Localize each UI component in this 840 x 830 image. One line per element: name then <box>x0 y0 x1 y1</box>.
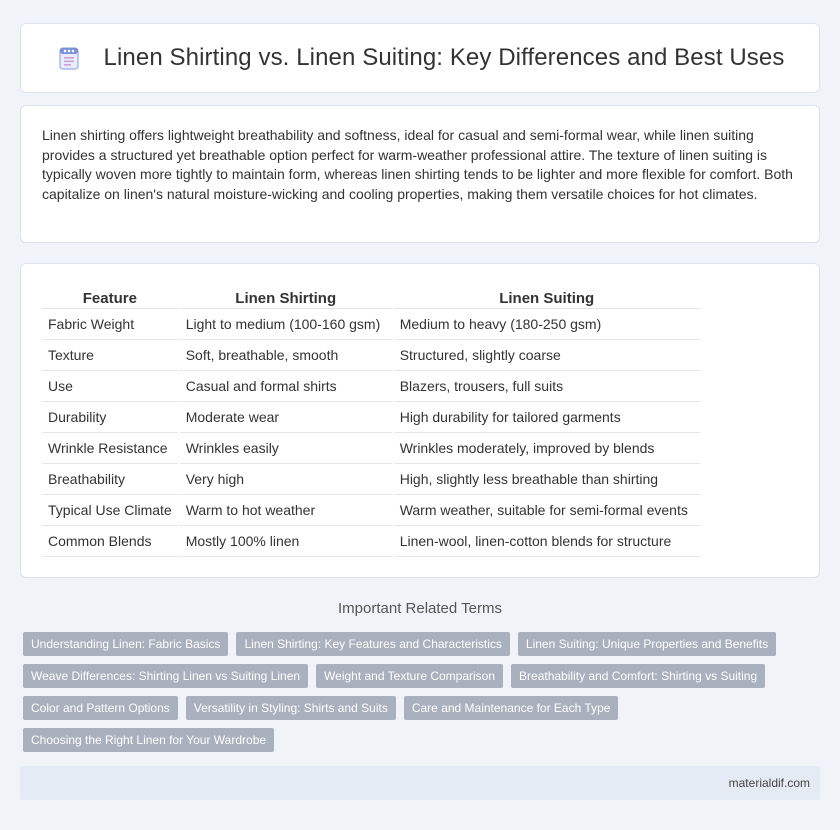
related-term-tag[interactable]: Versatility in Styling: Shirts and Suits <box>186 696 396 720</box>
shirting-cell: Light to medium (100-160 gsm) <box>180 309 392 340</box>
title-wrap <box>56 44 785 72</box>
shirting-cell: Mostly 100% linen <box>180 526 392 557</box>
header-linen-suiting: Linen Suiting <box>394 287 700 309</box>
table-row <box>42 464 700 495</box>
feature-cell: Common Blends <box>42 526 178 557</box>
related-term-tag[interactable]: Understanding Linen: Fabric Basics <box>23 632 228 656</box>
header-card <box>20 23 820 93</box>
related-term-tag[interactable]: Color and Pattern Options <box>23 696 178 720</box>
intro-paragraph: Linen shirting offers lightweight breathability and softness, ideal for casual and semi-formal wear, while linen suiting provides a structured yet breathable option perfect for warm-weather professional attire. The texture of linen suiting is typically woven more tightly to maintain form, whereas linen shirting tends to be lighter and more flexible for comfort. Both capitalize on linen's natural moisture-wicking and cooling properties, making them versatile choices for hot climates. <box>42 127 793 202</box>
header-linen-shirting: Linen Shirting <box>180 287 392 309</box>
shirting-cell: Wrinkles easily <box>180 433 392 464</box>
shirting-cell: Soft, breathable, smooth <box>180 340 392 371</box>
feature-cell: Wrinkle Resistance <box>42 433 178 464</box>
intro-card <box>20 105 820 243</box>
table-row <box>42 340 700 371</box>
table-row <box>42 526 700 557</box>
related-term-tag[interactable]: Weight and Texture Comparison <box>316 664 503 688</box>
feature-cell: Fabric Weight <box>42 309 178 340</box>
table-row <box>42 371 700 402</box>
table-row <box>42 433 700 464</box>
feature-cell: Durability <box>42 402 178 433</box>
suiting-cell: Linen-wool, linen-cotton blends for structure <box>394 526 700 557</box>
related-term-tag[interactable]: Weave Differences: Shirting Linen vs Suiting Linen <box>23 664 308 688</box>
suiting-cell: High durability for tailored garments <box>394 402 700 433</box>
suiting-cell: Wrinkles moderately, improved by blends <box>394 433 700 464</box>
page-title: Linen Shirting vs. Linen Suiting: Key Differences and Best Uses <box>103 44 785 71</box>
suiting-cell: High, slightly less breathable than shirting <box>394 464 700 495</box>
shirting-cell: Moderate wear <box>180 402 392 433</box>
related-term-tag[interactable]: Linen Suiting: Unique Properties and Benefits <box>518 632 776 656</box>
feature-cell: Breathability <box>42 464 178 495</box>
footer-bar <box>20 766 820 800</box>
related-term-tag[interactable]: Linen Shirting: Key Features and Characteristics <box>236 632 509 656</box>
related-term-tag[interactable]: Breathability and Comfort: Shirting vs Suiting <box>511 664 765 688</box>
comparison-card <box>20 263 820 578</box>
shirting-cell: Warm to hot weather <box>180 495 392 526</box>
source-link[interactable]: materialdif.com <box>728 776 810 790</box>
shirting-cell: Casual and formal shirts <box>180 371 392 402</box>
related-term-tag[interactable]: Choosing the Right Linen for Your Wardrobe <box>23 728 274 752</box>
table-row <box>42 309 700 340</box>
related-terms-heading: Important Related Terms <box>338 600 502 617</box>
comparison-table <box>40 287 702 557</box>
feature-cell: Texture <box>42 340 178 371</box>
suiting-cell: Blazers, trousers, full suits <box>394 371 700 402</box>
table-row <box>42 402 700 433</box>
suiting-cell: Warm weather, suitable for semi-formal events <box>394 495 700 526</box>
related-terms-list <box>23 632 803 760</box>
feature-cell: Typical Use Climate <box>42 495 178 526</box>
shirting-cell: Very high <box>180 464 392 495</box>
feature-cell: Use <box>42 371 178 402</box>
table-header-row <box>42 287 700 309</box>
header-feature: Feature <box>42 287 178 309</box>
suiting-cell: Structured, slightly coarse <box>394 340 700 371</box>
suiting-cell: Medium to heavy (180-250 gsm) <box>394 309 700 340</box>
table-row <box>42 495 700 526</box>
document-icon <box>56 45 82 71</box>
related-term-tag[interactable]: Care and Maintenance for Each Type <box>404 696 619 720</box>
